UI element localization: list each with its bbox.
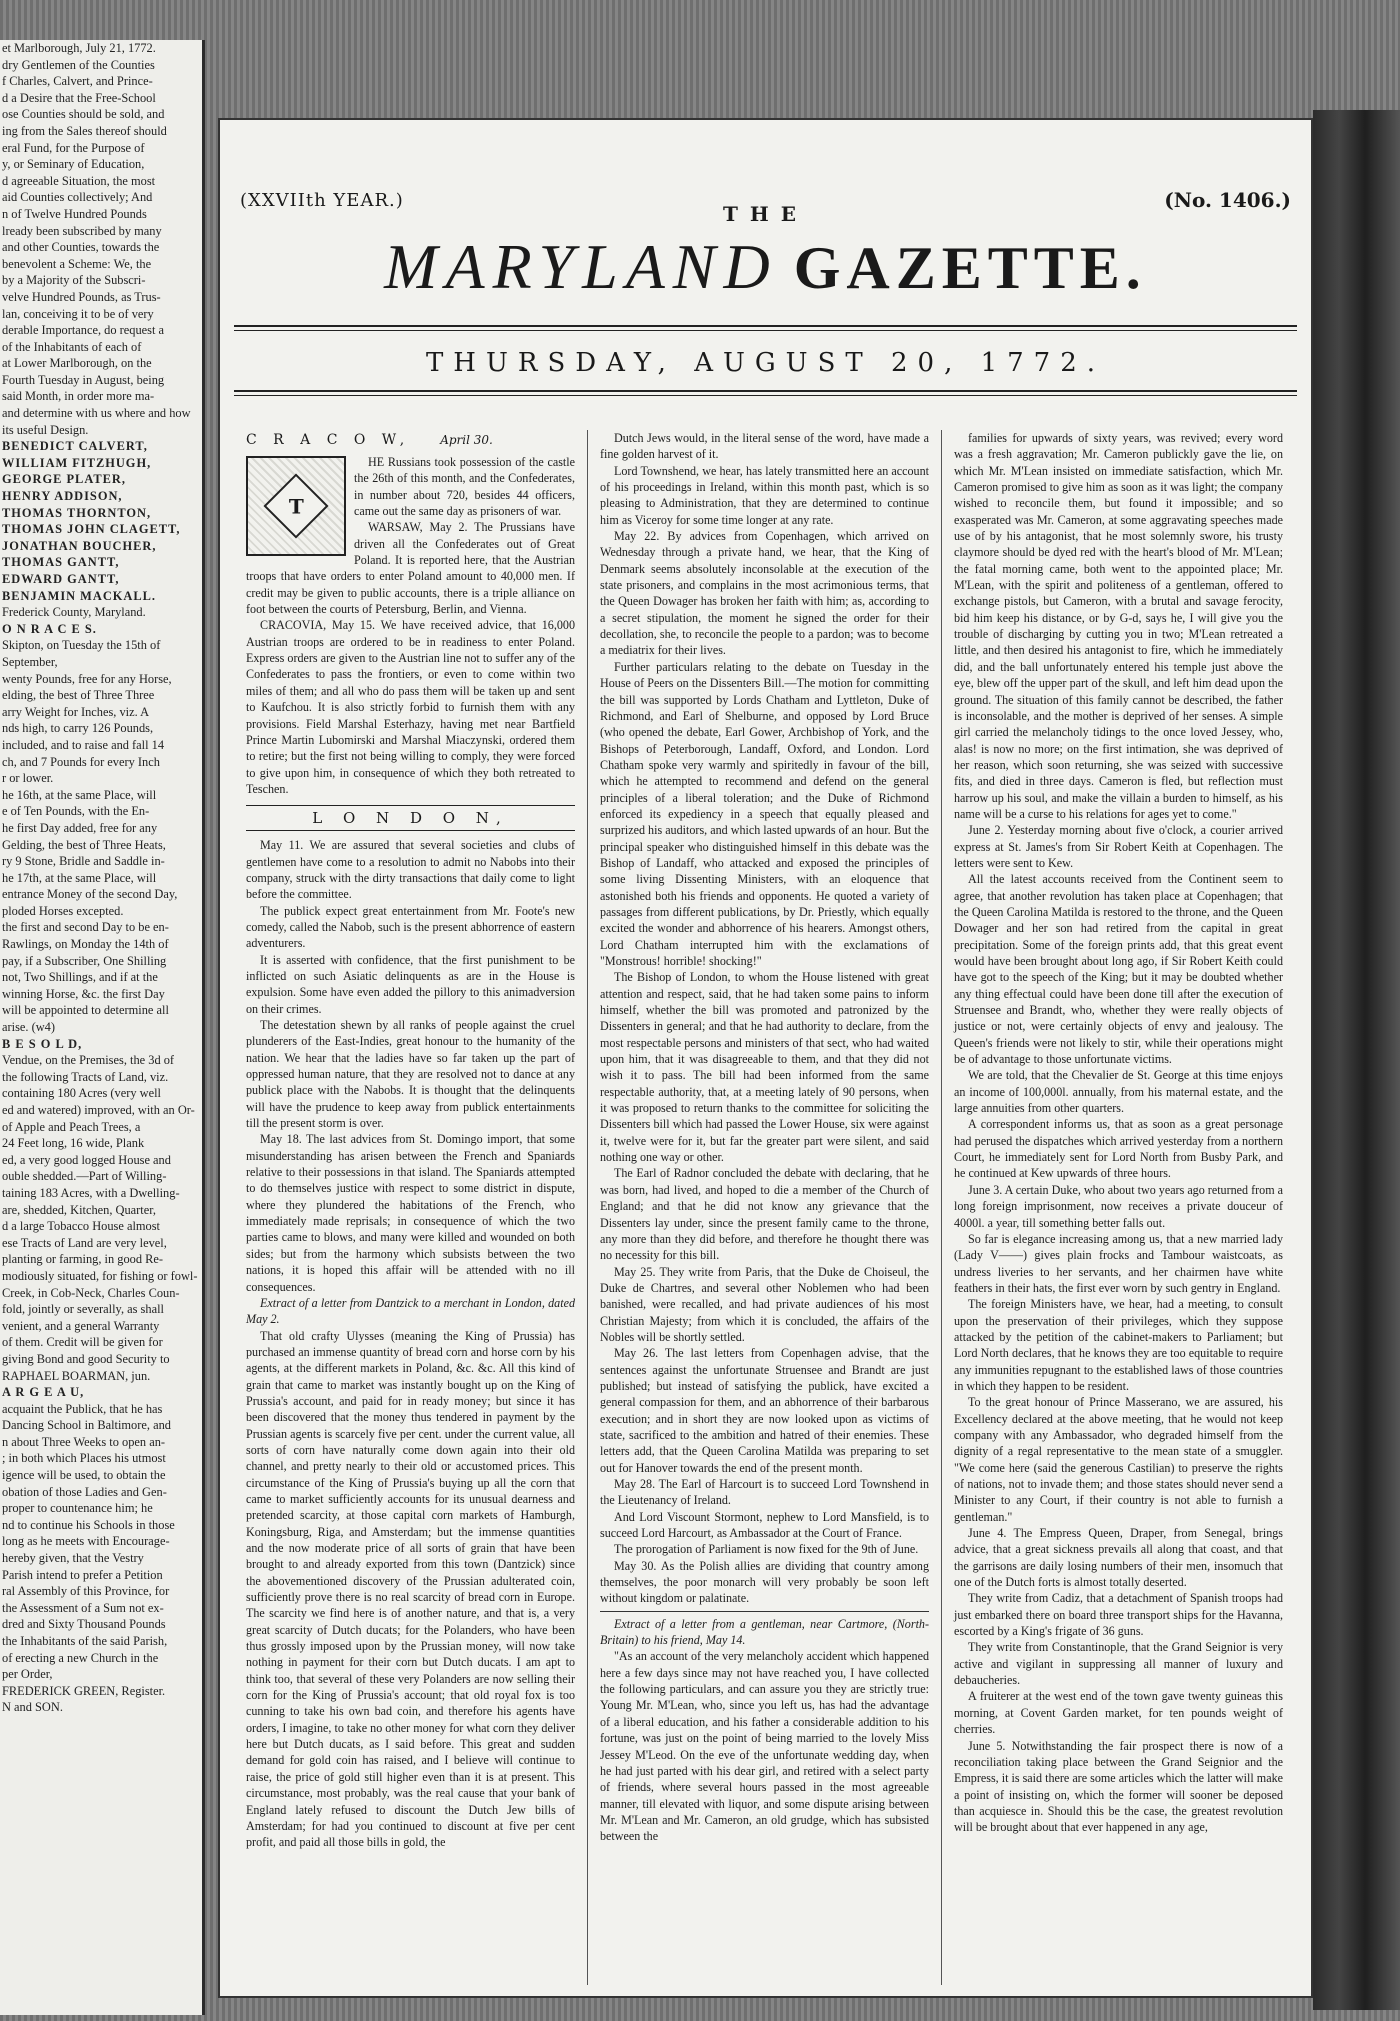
paragraph: May 28. The Earl of Harcourt is to succeed Lord Townshend in the Lieutenancy of Ireland. xyxy=(600,1477,929,1508)
paragraph: The publick expect great entertainment from Mr. Foote's new comedy, called the Nabob, such is the present abhorrence of eastern adventurers. xyxy=(246,903,575,951)
left-page-line: lan, conceiving it to be of very xyxy=(2,306,154,321)
paragraph: A correspondent informs us, that as soon as a great personage had perused the dispatches which arrived yesterday from a northern Court, he immediately sent for Lord North from Busby Park, and he continued at Kew upwards of three hours. xyxy=(954,1117,1283,1181)
left-page-line: ouble shedded.—Part of Willing- xyxy=(2,1169,167,1184)
year-label: (XXVIIth YEAR.) xyxy=(240,190,404,211)
paragraph: May 30. As the Polish allies are dividing that country among themselves, the poor monarch will very probably be soon left without kingdom or palatinate. xyxy=(600,1558,929,1606)
left-page-line: ese Tracts of Land are very level, xyxy=(2,1235,167,1250)
left-page-line: ose Counties should be sold, and xyxy=(2,107,165,122)
left-page-line: are, shedded, Kitchen, Quarter, xyxy=(2,1202,156,1217)
left-page-line: the following Tracts of Land, viz. xyxy=(2,1069,169,1084)
left-page-line: pay, if a Subscriber, One Shilling xyxy=(2,953,167,968)
issue-date: THURSDAY, AUGUST 20, 1772. xyxy=(425,348,1106,378)
left-page-line: WILLIAM FITZHUGH, xyxy=(2,455,152,470)
left-page-line: Dancing School in Baltimore, and xyxy=(2,1418,171,1433)
the-label: THE xyxy=(722,202,809,226)
left-page-line: f Charles, Calvert, and Prince- xyxy=(2,74,153,89)
left-page-line: said Month, in order more ma- xyxy=(2,389,155,404)
left-page-line: N and SON. xyxy=(2,1700,63,1715)
left-page-line: THOMAS GANTT, xyxy=(2,555,120,570)
left-page-line: wenty Pounds, free for any Horse, xyxy=(2,671,172,686)
left-page-line: Fourth Tuesday in August, being xyxy=(2,372,165,387)
paragraph: We are told, that the Chevalier de St. George at this time enjoys an income of 100,000l. annually, from his maternal estate, and the large annuities from other quarters. xyxy=(954,1068,1283,1116)
left-page-line: A R G E A U, xyxy=(2,1385,85,1400)
left-page-line: d agreeable Situation, the most xyxy=(2,173,156,188)
left-page-line: giving Bond and good Security to xyxy=(2,1351,170,1366)
left-page-line: GEORGE PLATER, xyxy=(2,472,126,487)
left-page-line: ing from the Sales thereof should xyxy=(2,123,167,138)
left-page-line: included, and to raise and fall 14 xyxy=(2,737,165,752)
left-page-line: BENJAMIN MACKALL. xyxy=(2,588,156,603)
paragraph: June 4. The Empress Queen, Draper, from Senegal, brings advice, that a great sickness prevails all along that coast, and that the garrisons are daily losing numbers of their men, insomuch that one of the Dutch forts is almost totally deserted. xyxy=(954,1526,1283,1590)
left-page-line: THOMAS THORNTON, xyxy=(2,505,152,520)
left-page-line: of Apple and Peach Trees, a xyxy=(2,1119,141,1134)
paragraph: That old crafty Ulysses (meaning the King of Prussia) has purchased an immense quantity of bread corn and horse corn by his agents, at the different markets in Poland, &c. &c. All this kind of grain that came to market was instantly bought up on the King of Prussia's account, and paid for in ready money; but since it has been discovered that the money thus tendered in payment by the Prussian agents is scarcely five per cent. under the current value, all sorts of corn have naturally come down again into their old channel, and pretty nearly to their old or accustomed prices. This circumstance of the King of Prussia's buying up all the corn that came to market sufficiently accounts for its unusual dearness and pretended scarcity, at those capital corn markets of Hamburgh, Koningsburg, Riga, and Amsterdam; but the immense quantities and the now moderate price of all sorts of grain that have been brought to and already exported from this town (Dantzick) since the abovementioned discovery of the Prussian adulterated coin, sufficiently prove there is no real scarcity of bread corn in Europe. The scarcity we find here is of another nature, and that is, a very great scarcity of Dutch ducats; for the Polanders, who have been thus grossly imposed upon by the Prussian money, will now take nothing in payment for their corn but Dutch ducats. I am apt to think too, that several of these very Polanders are now selling their corn for the King of Prussia's account; that old royal fox is too cunning to take his own bad coin, and therefore his agents have orders, I imagine, to take no other money for what corn they deliver here but Dutch ducats, as I said before. This great and sudden demand for gold coin has raised, and I believe will continue to raise, the price of gold still higher even than it is at present. This circumstance, most probably, was the real cause that your bank of England lately refused to discount the Dutch Jew bills of Amsterdam; for had you continued to discount at five per cent profit, and paid all those bills in gold, the xyxy=(246,1328,575,1850)
paragraph: The Earl of Radnor concluded the debate with declaring, that he was born, had lived, and hoped to die a member of the Church of England; and that he did not know any grievance that the Dissenters lay under, since the present family came to the throne, any more than they did before, and therefore he thought there was no necessity for this bill. xyxy=(600,1166,929,1263)
left-page-line: lready been subscribed by many xyxy=(2,223,162,238)
paragraph: The foreign Ministers have, we hear, had a meeting, to consult upon the preservation of their privileges, which they suppose attacked by the petition of the cabinet-makers to Parliament; but Lord North declares, that he knows they are too equitable to require any immunities repugnant to the established laws of those countries in which they happen to be resident. xyxy=(954,1297,1283,1393)
paragraph: They write from Cadiz, that a detachment of Spanish troops had just embarked there on board three transport ships for the Havanna, escorted by a King's frigate of 36 guns. xyxy=(954,1591,1283,1639)
left-page-line: the Assessment of a Sum not ex- xyxy=(2,1600,164,1615)
paper-title xyxy=(220,230,1311,304)
left-page-line: dry Gentlemen of the Counties xyxy=(2,57,155,72)
paragraph: May 25. They write from Paris, that the Duke de Choiseul, the Duke de Chartres, and several other Noblemen who had been banished, were recalled, and had private audiences of his most Christian Majesty; from which it is concluded, the affairs of the Nobles will be shortly settled. xyxy=(600,1264,929,1344)
paragraph: May 22. By advices from Copenhagen, which arrived on Wednesday through a private hand, we hear, that the King of Denmark seems absolutely inconsolable at the execution of the state prisoners, and complains in the most acrimonious terms, that the Queen Dowager has broken her faith with him; as, according to a secret stipulation, the moment he signed the order for their decollation, she, to reconcile the people to a pardon; was to become a mediatrix for their lives. xyxy=(600,529,929,658)
paragraph: The Bishop of London, to whom the House listened with great attention and respect, said, that he had taken some pains to inform himself, whether the bill was promoted and patronized by the Dissenters in general; and that he had authority to declare, from the most respectable persons and ministers of that sect, who had waited upon him, that it was disagreeable to them, and that they did not wish it to pass. The bill had been informed from the same respectable authority, that, at a meeting lately of 90 persons, when it was proposed to return thanks to the committee for soliciting the Dissenters bill which had passed the Lower House, six were against it, twelve were for it, but far the greater part were silent, and said nothing one way or other. xyxy=(600,970,929,1165)
paragraph: Further particulars relating to the debate on Tuesday in the House of Peers on the Dissenters Bill.—The motion for committing the bill was supported by Lords Chatham and Lyttleton, Duke of Richmond, and Earl of Shelburne, and opposed by Lord Bruce (who opened the debate, Earl Gower, Archbishop of York, and the Bishops of Peterborough, Landaff, Oxford, and London. Lord Chatham spoke very warmly and spiritedly in favour of the bill, which he attempted to recommend and defend on the general principles of a liberal toleration; and the Duke of Richmond enforced its expediency in a speech that equally pleased and surprized his auditors, and which lasted upwards of an hour. But the principal speaker who distinguished himself in this debate was the Bishop of Landaff, who attacked and exposed the principles of some living Dissenting Ministers, with an eloquence that astonished both his friends and opponents. He quoted a variety of passages from different publications, by Dr. Priestly, which equally excited the wonder and abhorrence of his hearers. Amongst others, Lord Chatham interrupted him with the exclamations of "Monstrous! horrible! shocking!" xyxy=(600,659,929,968)
left-page-line: et Marlborough, July 21, 1772. xyxy=(2,41,156,55)
left-page-line: arry Weight for Inches, viz. A xyxy=(2,704,150,719)
left-page-line: arise. (w4) xyxy=(2,1020,55,1035)
column-1 xyxy=(234,430,588,1985)
left-page-line: September, xyxy=(2,654,58,669)
left-page-line: venient, and a general Warranty xyxy=(2,1318,160,1333)
left-page-line: O N R A C E S. xyxy=(2,621,97,636)
left-page-line: ed, a very good logged House and xyxy=(2,1152,171,1167)
paragraph: They write from Constantinople, that the Grand Seignior is very active and vigilant in suppressing all manner of luxury and debaucheries. xyxy=(954,1640,1283,1688)
left-page-line: d a Desire that the Free-School xyxy=(2,90,156,105)
left-page-line: Frederick County, Maryland. xyxy=(2,605,146,620)
left-page-line: containing 180 Acres (very well xyxy=(2,1086,161,1101)
left-page-line: long as he meets with Encourage- xyxy=(2,1534,170,1549)
left-page-line: he 17th, at the same Place, will xyxy=(2,870,157,885)
left-page-line: planting or farming, in good Re- xyxy=(2,1252,164,1267)
left-page-line: ; in both which Places his utmost xyxy=(2,1451,166,1466)
paragraph: families for upwards of sixty years, was revived; every word was a fresh aggravation; Mr. Cameron publickly gave the lie, on which Mr. M'Lean insisted on immediate satisfaction, which Mr. Cameron promised to give him as soon as it was light; the company wished to reconcile them, but found it impossible; and so exasperated was Mr. Cameron, at some aggravating speeches made use of by his antagonist, that he most solemnly swore, his trusty claymore should be dyed red with the heart's blood of Mr. M'Lean; the fatal morning came, both went to the appointed place; Mr. M'Lean, with the spirit and politeness of a gentleman, offered to exchange pistols, but Cameron, with a brutal and savage ferocity, bid him keep his distance, or by G-d, says he, I will give you the trouble of discharging by cutting you in two; M'Lean retreated a little, and then desired his antagonist to fire, which he immediately did, and the ball unfortunately entered his temple just above the eye, blew off the upper part of the skull, and left him dead upon the ground. The situation of this family cannot be described, the father is inconsolable, and the mother is deprived of her senses. A simple girl carried the melancholy tidings to the once loved Jessey, who, alas! is now no more; on the first intimation, she was deprived of her reason, which soon returning, she was seized with successive fits, and died in three days. Cameron is fled, but reflection must harrow up his soul, and make the villain a burden to himself, as his name will be a curse to his relations for ages yet to come." xyxy=(954,431,1283,821)
dropcap-letter: T xyxy=(288,493,304,518)
paragraph: May 26. The last letters from Copenhagen advise, that the sentences against the unfortunate Struensee and Brandt are just published; but instead of satisfying the publick, have excited a general compassion for them, and an abhorrence of their barbarous execution; and in short they are now looked upon as victims of state, sacrificed to the ambition and hatred of their enemies. These letters add, that the Queen Carolina Matilda was preparing to set out for Hanover towards the end of the present month. xyxy=(600,1346,929,1475)
paragraph: Dutch Jews would, in the literal sense of the word, have made a fine golden harvest of it. xyxy=(600,431,929,462)
paragraph: All the latest accounts received from the Continent seem to agree, that another revolution has taken place at Copenhagen; that the Queen Carolina Matilda is restored to the throne, and the Queen Dowager and her son had retired from the capital in great precipitation. Some of the foreign prints add, that this great event would have been brought about long ago, if Sir Robert Keith could have got to the speech of the King; but it may be doubted whether any thing effectual could have been done till after the execution of Struensee and Brandt, who, whether they were really objects of justice or not, were certainly objects of envy and jealousy. The Queen's friends were not likely to stir, while their operations might be of advantage to those unfortunate victims. xyxy=(954,872,1283,1067)
paragraph: Lord Townshend, we hear, has lately transmitted here an account of his proceedings in Ireland, within this month past, which is so pleasing to Administration, that they are determined to continue him as Viceroy for some time longer at any rate. xyxy=(600,463,929,527)
left-page-line: RAPHAEL BOARMAN, jun. xyxy=(2,1368,151,1383)
left-page-line: and determine with us where and how xyxy=(2,406,191,421)
left-page-line: benevolent a Scheme: We, the xyxy=(2,256,152,271)
london-heading: L O N D O N, xyxy=(246,805,575,831)
extract-heading-2: Extract of a letter from a gentleman, near Cartmore, (North-Britain) to his friend, May 14. xyxy=(600,1616,929,1648)
masthead-rule-bottom xyxy=(234,390,1297,396)
masthead-rule-top xyxy=(234,325,1297,331)
left-page-line: nd to continue his Schools in those xyxy=(2,1517,175,1532)
paragraph: May 11. We are assured that several societies and clubs of gentlemen have come to a resolution to admit no Nabobs into their company, struck with the dirty transactions that daily come to light before the committee. xyxy=(246,838,575,902)
ornamental-dropcap xyxy=(246,456,346,556)
paragraph: CRACOVIA, May 15. We have received advice, that 16,000 Austrian troops are ordered to be in readiness to enter Poland. Express orders are given to the Austrian line not to suffer any of the Confederates to pass the frontiers, or even to come within two miles of them; and all who do pass them will be taken up and sent to Kaufchou. It is also strictly forbid to furnish them with any provisions. Field Marshal Esterhazy, having met near Bartfield Prince Martin Lubomirski and Marshal Miaczynski, ordered them to retire; but the first not being willing to comply, they were forced to give upon him, in consequence of which they both retreated to Teschen. xyxy=(246,618,575,796)
left-page-line: fold, jointly or severally, as shall xyxy=(2,1302,164,1317)
book-spine xyxy=(1313,110,1400,2010)
left-page-line: by a Majority of the Subscri- xyxy=(2,273,146,288)
left-page-line: ral Assembly of this Province, for xyxy=(2,1584,170,1599)
paragraph: WARSAW, May 2. The Prussians have driven all the Confederates out of Great Poland. It is reported here, that the Austrian troops that have orders to enter Poland amount to 40,000 men. If credit may be given to public accounts, there is a triple alliance on foot between the courts of Petersburg, Berlin, and Vienna. xyxy=(246,520,575,617)
column-rule xyxy=(600,1611,929,1612)
paragraph: HE Russians took possession of the castle the 26th of this month, and the Confederates, in number about 720, besides 44 officers, came out the same day as prisoners of war. xyxy=(354,455,575,519)
left-page-line: JONATHAN BOUCHER, xyxy=(2,538,157,553)
left-page-line: igence will be used, to obtain the xyxy=(2,1468,166,1483)
left-page-line: of them. Credit will be given for xyxy=(2,1335,163,1350)
newspaper-page xyxy=(218,118,1313,1998)
left-page-line: eral Fund, for the Purpose of xyxy=(2,140,145,155)
paragraph: May 18. The last advices from St. Domingo import, that some misunderstanding has arisen between the French and Spaniards relative to their possessions in that island. The Spaniards attempted to do themselves justice with respect to some district in dispute, where they plundered the habitations of the French, who immediately made reprisals; in consequence of which the two parties came to blows, and many were killed and wounded on both sides; but from the harmony which subsists between the two nations, it is hoped this affair will be attended with no ill consequences. xyxy=(246,1132,575,1294)
left-page-line: r or lower. xyxy=(2,771,54,786)
left-page-line: Gelding, the best of Three Heats, xyxy=(2,837,166,852)
left-page-line: elding, the best of Three Three xyxy=(2,688,155,703)
paragraph: And Lord Viscount Stormont, nephew to Lord Mansfield, is to succeed Lord Harcourt, as Ambassador at the Court of France. xyxy=(600,1509,929,1541)
left-page-line: winning Horse, &c. the first Day xyxy=(2,986,165,1001)
left-page-line: THOMAS JOHN CLAGETT, xyxy=(2,522,181,537)
left-page-line: BENEDICT CALVERT, xyxy=(2,439,148,454)
left-page-line: he 16th, at the same Place, will xyxy=(2,787,157,802)
left-page-line: B E S O L D, xyxy=(2,1036,83,1051)
left-page-line: Vendue, on the Premises, the 3d of xyxy=(2,1053,175,1068)
left-page-line: dred and Sixty Thousand Pounds xyxy=(2,1617,166,1632)
left-page-fragment xyxy=(0,40,205,2015)
left-page-line: nds high, to carry 126 Pounds, xyxy=(2,721,154,736)
cracow-dateline: C R A C O W, April 30. xyxy=(246,432,493,448)
left-page-line: modiously situated, for fishing or fowl- xyxy=(2,1268,198,1283)
article-columns xyxy=(234,430,1295,1985)
column-3 xyxy=(942,430,1295,1985)
paragraph: June 5. Notwithstanding the fair prospect there is now of a reconciliation taking place between the Grand Seignior and the Empress, it is said there are some articles which the latter will make a point of insisting on, which the former will sooner be deposed than acquiesce in. Should this be the case, the greatest revolution will be brought about that ever happened in any age, xyxy=(954,1738,1283,1835)
left-page-line: 24 Feet long, 16 wide, Plank xyxy=(2,1136,145,1151)
left-page-line: ed and watered) improved, with an Or- xyxy=(2,1103,195,1117)
paragraph: To the great honour of Prince Masserano, we are assured, his Excellency declared at the above meeting, that he would not keep company with any Ambassador, who degraded himself from the dignity of a regal representative to the mean state of a smuggler. "We come here (said the generous Castilian) to preserve the rights of nations, not to invade them; and those states should never send a Minister to any Court, if their country is not able to furnish a gentleman." xyxy=(954,1395,1283,1524)
left-page-line: ch, and 7 Pounds for every Inch xyxy=(2,754,160,769)
left-page-line: ploded Horses excepted. xyxy=(2,903,124,918)
left-page-line: derable Importance, do request a xyxy=(2,323,165,338)
left-page-line: the first and second Day to be en- xyxy=(2,920,169,935)
left-page-line: acquaint the Publick, that he has xyxy=(2,1401,163,1416)
left-page-line: ry 9 Stone, Bridle and Saddle in- xyxy=(2,854,165,869)
left-page-line: will be appointed to determine all xyxy=(2,1003,169,1018)
left-page-line: d a large Tobacco House almost xyxy=(2,1219,160,1234)
left-page-line: hereby given, that the Vestry xyxy=(2,1551,144,1566)
left-page-line: HENRY ADDISON, xyxy=(2,489,123,504)
left-page-line: Rawlings, on Monday the 14th of xyxy=(2,937,169,952)
left-page-line: at Lower Marlborough, on the xyxy=(2,356,152,371)
issue-number: (No. 1406.) xyxy=(1164,188,1291,212)
left-page-line: its useful Design. xyxy=(2,422,89,437)
left-page-line: FREDERICK GREEN, Register. xyxy=(2,1683,166,1698)
paragraph: June 2. Yesterday morning about five o'clock, a courier arrived express at St. James's from Sir Robert Keith at Copenhagen. The letters were sent to Kew. xyxy=(954,823,1283,870)
left-page-line: per Order, xyxy=(2,1667,53,1682)
left-page-line: n about Three Weeks to open an- xyxy=(2,1434,166,1449)
left-page-line: Parish intend to prefer a Petition xyxy=(2,1567,163,1582)
paragraph: The prorogation of Parliament is now fixed for the 9th of June. xyxy=(614,1542,919,1557)
paragraph: So far is elegance increasing among us, that a new married lady (Lady V——) gives plain frocks and Tambour waistcoats, as undress liveries to her servants, and her chairmen have white feathers in their hats, the first ever worn by such gentry in England. xyxy=(954,1231,1283,1295)
paragraph: A fruiterer at the west end of the town gave twenty guineas this morning, at Covent Garden market, for ten pounds weight of cherries. xyxy=(954,1689,1283,1737)
left-page-line: taining 183 Acres, with a Dwelling- xyxy=(2,1185,180,1200)
left-page-line: aid Counties collectively; And xyxy=(2,190,153,205)
left-page-line: of erecting a new Church in the xyxy=(2,1650,159,1665)
title-maryland: MARYLAND xyxy=(384,231,778,302)
left-page-line: of the Inhabitants of each of xyxy=(2,339,142,354)
left-page-line: entrance Money of the second Day, xyxy=(2,887,178,902)
left-page-line: proper to countenance him; he xyxy=(2,1501,153,1516)
left-page-line: obation of those Ladies and Gen- xyxy=(2,1484,167,1499)
left-page-line: velve Hundred Pounds, as Trus- xyxy=(2,289,161,304)
left-page-line: not, Two Shillings, and if at the xyxy=(2,970,158,985)
masthead xyxy=(220,120,1311,378)
paragraph: June 3. A certain Duke, who about two years ago returned from a long foreign imprisonment, now receives a private douceur of 4000l. a year, till something better falls out. xyxy=(954,1182,1284,1230)
left-page-line: y, or Seminary of Education, xyxy=(2,157,145,172)
left-page-line: e of Ten Pounds, with the En- xyxy=(2,804,150,819)
extract-heading: Extract of a letter from Dantzick to a merchant in London, dated May 2. xyxy=(246,1295,575,1327)
left-page-line: and other Counties, towards the xyxy=(2,240,160,255)
title-gazette: GAZETTE. xyxy=(793,235,1147,301)
column-2 xyxy=(588,430,942,1985)
paragraph: "As an account of the very melancholy accident which happened here a few days since may not have reached you, I have collected the following particulars, and can assure you they are strictly true: Young Mr. M'Lean, who, since you left us, has had the advantage of a liberal education, and his father a considerable addition to his fortune, was just on the point of being married to the lovely Miss Jessey M'Leod. On the eve of the unfortunate wedding day, when he had just parted with his dear girl, and retired with a select party of friends, where several hours passed in the most agreeable manner, till elevated with liquor, and some dispute arising between Mr. M'Lean and Mr. Cameron, an old grudge, which has subsisted between the xyxy=(600,1649,929,1844)
left-page-line: n of Twelve Hundred Pounds xyxy=(2,206,147,221)
left-page-line: EDWARD GANTT, xyxy=(2,572,120,586)
left-page-line: Creek, in Cob-Neck, Charles Coun- xyxy=(2,1285,180,1300)
left-page-line: the Inhabitants of the said Parish, xyxy=(2,1634,168,1648)
left-page-line: Skipton, on Tuesday the 15th of xyxy=(2,638,161,653)
left-page-line: he first Day added, free for any xyxy=(2,820,158,835)
paragraph: It is asserted with confidence, that the first punishment to be inflicted on such Asiatic delinquents as are in the House is expulsion. Some have even added the pillory to this animadversion on their crimes. xyxy=(246,952,575,1016)
paragraph: The detestation shewn by all ranks of people against the cruel plunderers of the East-Indies, great honour to the humanity of the nation. We hear that the ladies have so far taken up the part of oppressed human nature, that they are resolved not to dance at any publick place with the Nabobs. It is thought that the delinquents will have the prudence to keep away from publick entertainments till the present storm is over. xyxy=(246,1018,575,1131)
